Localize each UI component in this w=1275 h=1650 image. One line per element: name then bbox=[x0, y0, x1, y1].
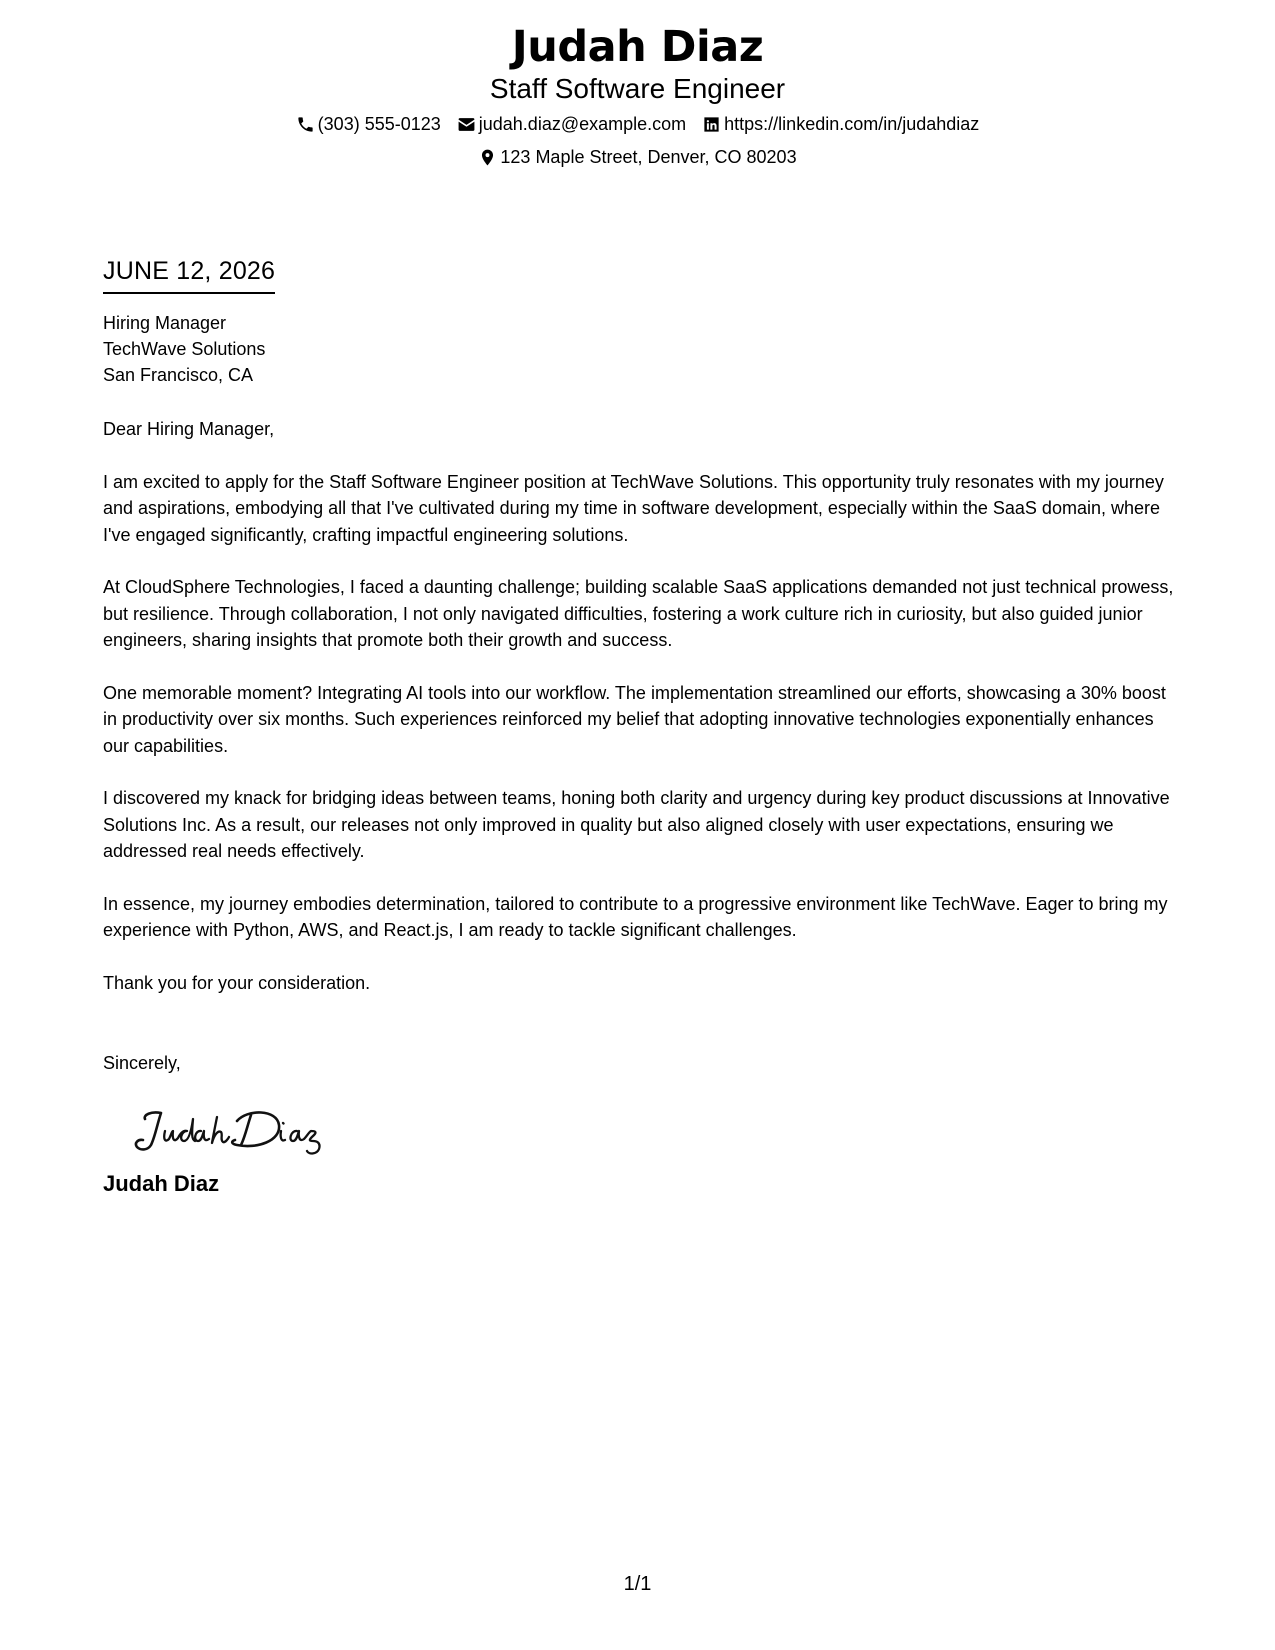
envelope-icon bbox=[457, 115, 476, 134]
contact-address bbox=[478, 146, 796, 168]
recipient-line: Hiring Manager bbox=[103, 313, 227, 333]
letter-header bbox=[0, 22, 1275, 168]
body-paragraph: At CloudSphere Technologies, I faced a daunting challenge; building scalable SaaS applications demanded not just technical prowess, but resilience. Through collaboration, I not only navigated difficulties, fostering a work culture rich in curiosity, but also guided junior engineers, sharing insights that promote both their growth and success. bbox=[103, 577, 1174, 650]
address-text: 123 Maple Street, Denver, CO 80203 bbox=[500, 147, 797, 167]
page-number: 1/1 bbox=[623, 1573, 652, 1595]
closing-line: Thank you for your consideration. bbox=[103, 972, 371, 993]
letter-body bbox=[103, 256, 1178, 1197]
linkedin-icon bbox=[702, 115, 721, 134]
recipient-line: San Francisco, CA bbox=[103, 365, 254, 385]
recipient-line: TechWave Solutions bbox=[103, 339, 266, 359]
recipient-block bbox=[103, 310, 1178, 388]
sender-title: Staff Software Engineer bbox=[489, 73, 786, 104]
phone-number: (303) 555-0123 bbox=[317, 114, 441, 134]
handwritten-signature bbox=[131, 1099, 341, 1159]
linkedin-link[interactable]: https://linkedin.com/in/judahdiaz bbox=[724, 114, 980, 134]
signer-name: Judah Diaz bbox=[103, 1170, 220, 1196]
body-paragraph: In essence, my journey embodies determination, tailored to contribute to a progressive environment like TechWave. Eager to bring my experience with Python, AWS, and React.js, I am ready to tackle significant challenges. bbox=[103, 893, 1168, 940]
address-row bbox=[0, 146, 1275, 168]
body-paragraph: I am excited to apply for the Staff Software Engineer position at TechWave Solutions. This opportunity truly resonates with my journey and aspirations, embodying all that I've cultivated during my time in software development, especially within the SaaS domain, where I've engaged significantly, crafting impactful engineering solutions. bbox=[103, 471, 1164, 545]
contact-phone bbox=[296, 113, 441, 135]
email-link[interactable]: judah.diaz@example.com bbox=[478, 114, 687, 134]
phone-icon bbox=[296, 115, 315, 134]
body-paragraph: I discovered my knack for bridging ideas between teams, honing both clarity and urgency during key product discussions at Innovative Solutions Inc. As a result, our releases not only improved in quality but also aligned closely with user expectations, ensuring we addressed real needs effectively. bbox=[103, 788, 1170, 861]
sender-name: Judah Diaz bbox=[511, 22, 764, 72]
letter-date: JUNE 12, 2026 bbox=[103, 256, 275, 294]
contact-row bbox=[0, 113, 1275, 135]
salutation: Dear Hiring Manager, bbox=[103, 419, 275, 439]
body-paragraph: One memorable moment? Integrating AI tools into our workflow. The implementation streamlined our efforts, showcasing a 30% boost in productivity over six months. Such experiences reinforced my belief that adopting innovative technologies exponentially enhances our capabilities. bbox=[103, 682, 1166, 756]
map-marker-icon bbox=[478, 148, 497, 167]
contact-linkedin[interactable] bbox=[702, 113, 979, 135]
contact-email[interactable] bbox=[457, 113, 686, 135]
signoff: Sincerely, bbox=[103, 1053, 181, 1073]
